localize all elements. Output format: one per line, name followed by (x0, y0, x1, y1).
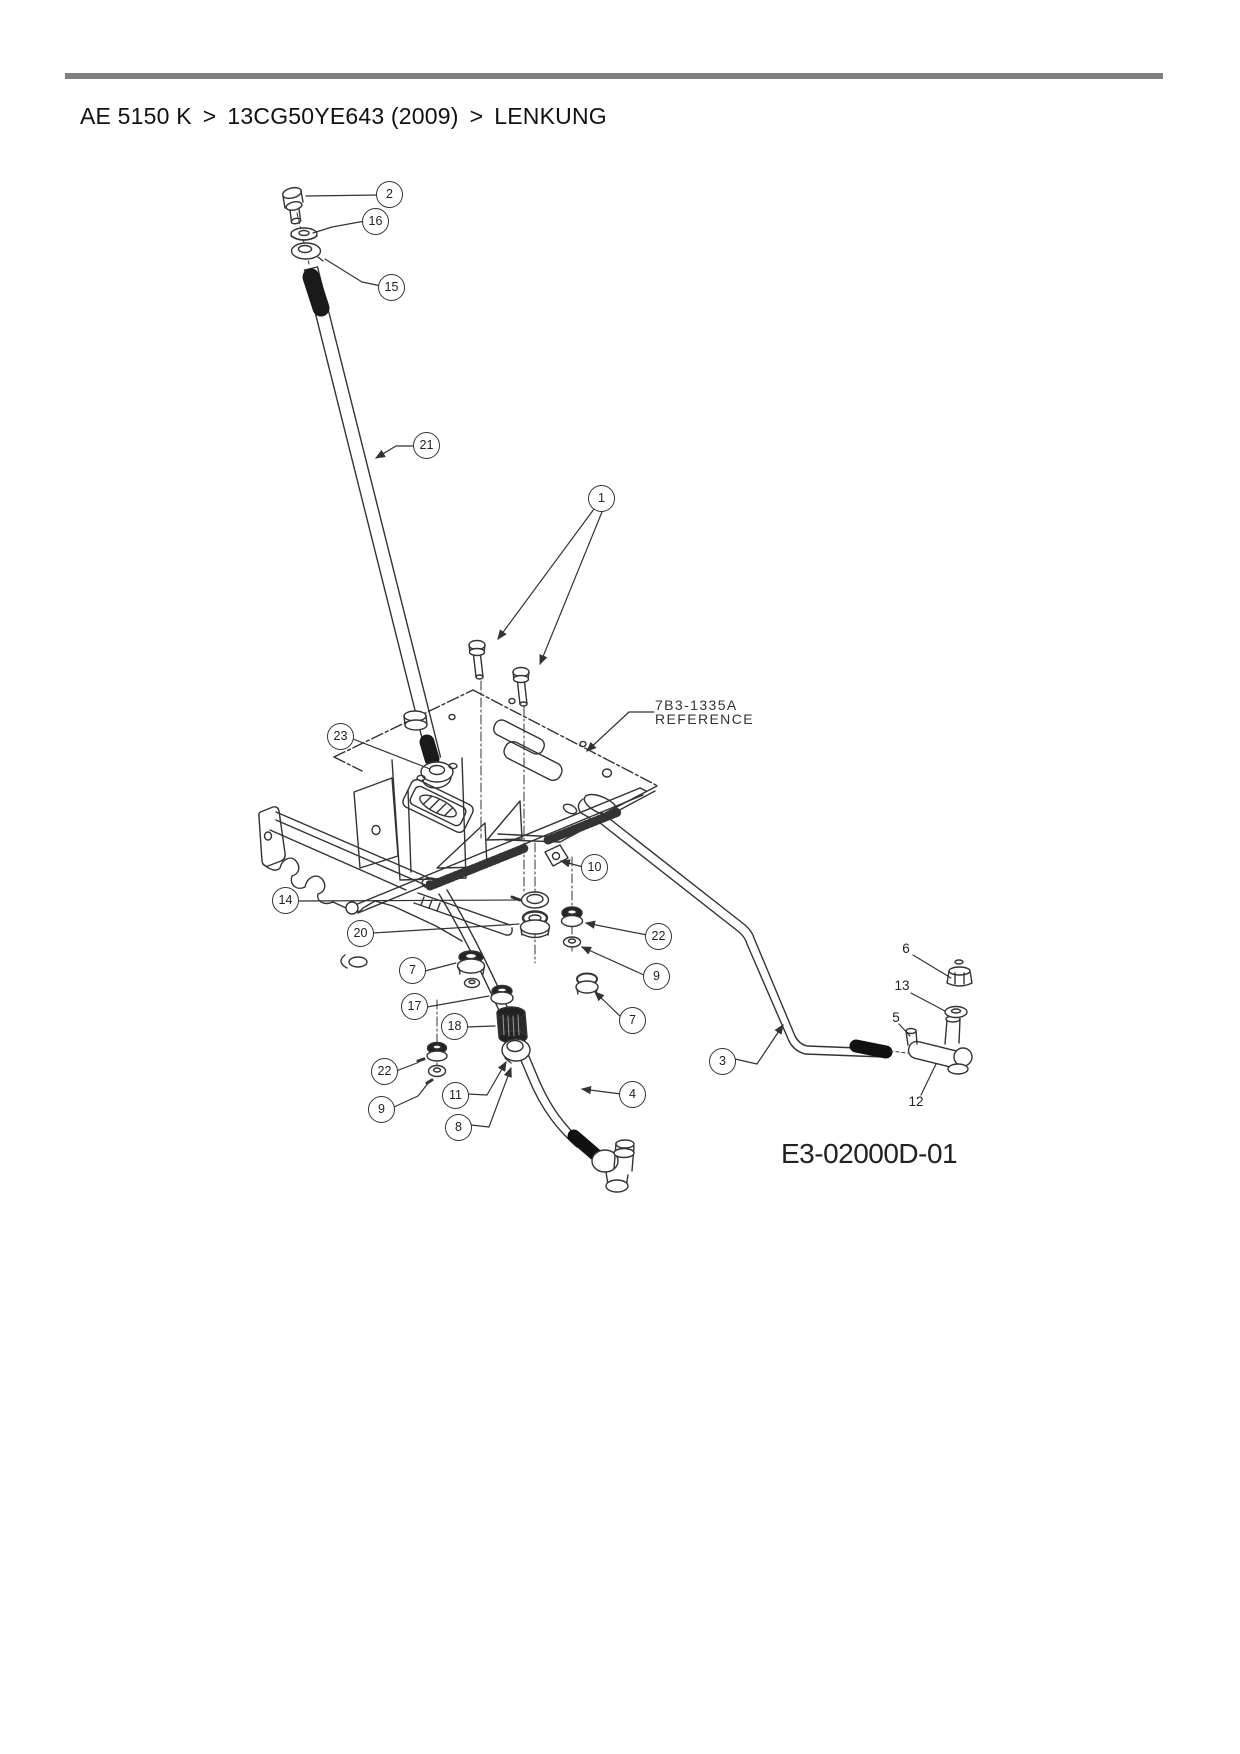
reference-label-line1: 7B3-1335A (655, 697, 738, 713)
callout-23: 23 (327, 723, 354, 750)
callout-7: 7 (619, 1007, 646, 1034)
callout-13: 13 (894, 978, 910, 994)
callout-12: 12 (908, 1094, 924, 1110)
callout-3: 3 (709, 1048, 736, 1075)
drawing-number: E3-02000D-01 (781, 1138, 958, 1169)
callout-17: 17 (401, 993, 428, 1020)
callout-22: 22 (371, 1058, 398, 1085)
callout-21: 21 (413, 432, 440, 459)
small-hardware (418, 892, 598, 1083)
leader-lines (299, 195, 951, 1127)
breadcrumb-item-0[interactable]: AE 5150 K (80, 103, 192, 129)
callout-16: 16 (362, 208, 389, 235)
callout-6: 6 (902, 941, 910, 957)
mounting-bolts (469, 641, 529, 707)
callout-11: 11 (442, 1082, 469, 1109)
tie-rod (346, 788, 646, 914)
callout-18: 18 (441, 1013, 468, 1040)
centerlines (297, 213, 572, 1066)
callout-5: 5 (892, 1010, 900, 1026)
drag-link (439, 890, 634, 1192)
callout-10: 10 (581, 854, 608, 881)
tie-rod-end (906, 960, 972, 1074)
breadcrumb-item-2[interactable]: LENKUNG (494, 103, 607, 129)
callout-9: 9 (368, 1096, 395, 1123)
breadcrumb-item-1[interactable]: 13CG50YE643 (2009) (227, 103, 459, 129)
callout-8: 8 (445, 1114, 472, 1141)
breadcrumb-separator: > (202, 103, 217, 129)
reference-label (655, 698, 754, 726)
callout-1: 1 (588, 485, 615, 512)
steering-shaft (305, 267, 458, 788)
callout-14: 14 (272, 887, 299, 914)
callout-2: 2 (376, 181, 403, 208)
callout-4: 4 (619, 1081, 646, 1108)
support-tower (392, 758, 522, 935)
reference-label-line2: REFERENCE (655, 711, 754, 727)
callout-9: 9 (643, 963, 670, 990)
callout-7: 7 (399, 957, 426, 984)
callout-22: 22 (645, 923, 672, 950)
callout-20: 20 (347, 920, 374, 947)
top-hardware (282, 186, 323, 261)
callout-15: 15 (378, 274, 405, 301)
breadcrumb-separator: > (469, 103, 484, 129)
